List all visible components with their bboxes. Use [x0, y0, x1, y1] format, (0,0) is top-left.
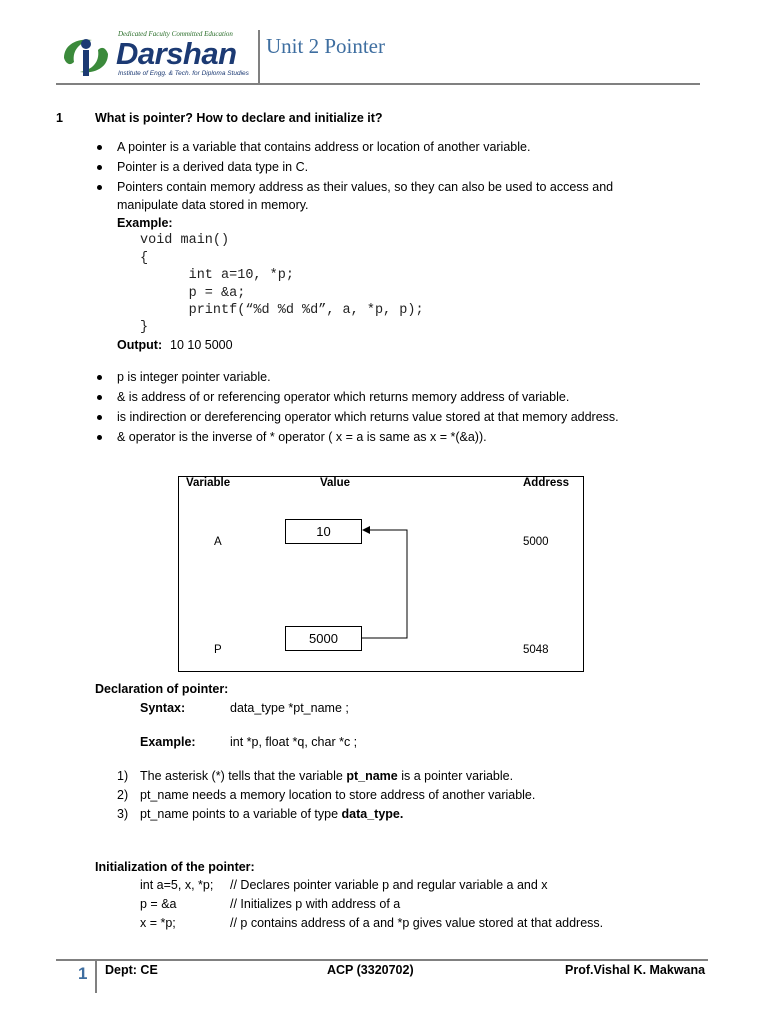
question-text: What is pointer? How to declare and initialize it? [95, 111, 383, 125]
header-rule [56, 83, 700, 85]
list-item: & operator is the inverse of * operator ( x = a is same as x = *(&a)). [117, 430, 487, 444]
point-number: 1) [117, 769, 129, 783]
row-a-variable: A [214, 536, 222, 548]
declaration-example-value: int *p, float *q, char *c ; [230, 735, 358, 749]
bullet-icon [97, 415, 102, 420]
declaration-heading: Declaration of pointer: [95, 682, 229, 696]
footer-author: Prof.Vishal K. Makwana [565, 963, 706, 977]
pointer-arrow-icon [179, 477, 583, 671]
column-variable-header: Variable [186, 477, 231, 489]
output-label: Output: [117, 338, 163, 352]
logo-tagline: Dedicated Faculty Committed Education [118, 30, 233, 38]
point-number: 2) [117, 788, 129, 802]
bullet-icon [97, 185, 102, 190]
syntax-label: Syntax: [140, 701, 186, 715]
point-number: 3) [117, 807, 129, 821]
row-p-address: 5048 [523, 644, 549, 656]
init-comment: // Declares pointer variable p and regular variable a and x [230, 878, 548, 892]
code-line: p = &a; [140, 286, 246, 301]
example-label: Example: [117, 216, 173, 230]
code-line: } [140, 320, 149, 335]
list-item: Pointer is a derived data type in C. [117, 160, 309, 174]
list-item: pt_name needs a memory location to store address of another variable. [140, 788, 536, 802]
list-item: The asterisk (*) tells that the variable pt_name is a pointer variable. [140, 769, 514, 783]
list-item: & is address of or referencing operator which returns memory address of variable. [117, 390, 570, 404]
bullet-icon [97, 145, 102, 150]
list-item-continuation: manipulate data stored in memory. [117, 198, 309, 212]
bullet-icon [97, 375, 102, 380]
syntax-value: data_type *pt_name ; [230, 701, 349, 715]
code-line: { [140, 251, 149, 266]
footer-divider [95, 961, 97, 993]
code-line: void main() [140, 233, 230, 248]
bullet-icon [97, 395, 102, 400]
bullet-icon [97, 165, 102, 170]
initialization-heading: Initialization of the pointer: [95, 860, 255, 874]
declaration-example-label: Example: [140, 735, 196, 749]
row-p-variable: P [214, 644, 222, 656]
code-line: printf(“%d %d %d”, a, *p, p); [140, 303, 424, 318]
row-p-value-box: 5000 [285, 626, 362, 651]
init-comment: // p contains address of a and *p gives value stored at that address. [230, 916, 604, 930]
logo-name: Darshan [116, 36, 237, 71]
list-item: Pointers contain memory address as their values, so they can also be used to access and [117, 180, 614, 194]
row-a-address: 5000 [523, 536, 549, 548]
footer-rule [56, 959, 708, 961]
pointer-diagram [178, 476, 584, 672]
column-value-header: Value [320, 477, 351, 489]
init-code: p = &a [140, 897, 177, 911]
header-divider [258, 30, 260, 84]
list-item: is indirection or dereferencing operator which returns value stored at that memory address. [117, 410, 619, 424]
code-line: int a=10, *p; [140, 268, 294, 283]
row-a-value-box: 10 [285, 519, 362, 544]
list-item: A pointer is a variable that contains address or location of another variable. [117, 140, 531, 154]
init-comment: // Initializes p with address of a [230, 897, 401, 911]
column-address-header: Address [523, 477, 570, 489]
logo-subtitle: Institute of Engg. & Tech. for Diploma Studies [118, 70, 249, 77]
init-code: int a=5, x, *p; [140, 878, 214, 892]
footer-course: ACP (3320702) [327, 963, 414, 977]
init-code: x = *p; [140, 916, 176, 930]
question-number: 1 [56, 111, 63, 125]
list-item: p is integer pointer variable. [117, 370, 271, 384]
bullet-icon [97, 435, 102, 440]
output-value: 10 10 5000 [170, 338, 233, 352]
list-item: pt_name points to a variable of type data_type. [140, 807, 404, 821]
darshan-logo [58, 32, 114, 80]
footer-dept: Dept: CE [105, 963, 158, 977]
unit-title: Unit 2 Pointer [266, 34, 385, 58]
page-number: 1 [78, 964, 88, 983]
